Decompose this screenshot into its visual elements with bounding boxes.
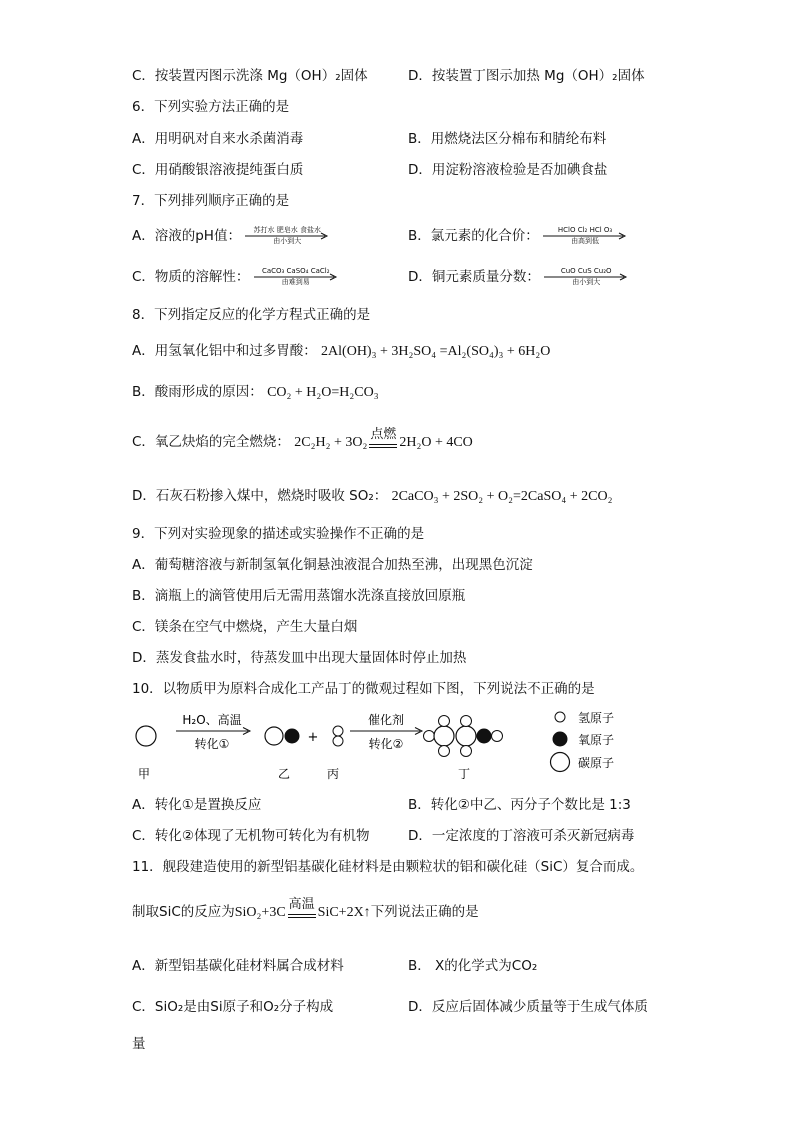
q5-option-d: D．按装置丁图示加热 Mg（OH）₂固体 bbox=[408, 68, 645, 84]
q7-a-arrow-bottom: 由小到大 bbox=[273, 237, 302, 245]
q7-b-label: B．氯元素的化合价： bbox=[408, 228, 539, 244]
ding-carbon-atom bbox=[456, 726, 476, 746]
q6-option-a: A．用明矾对自来水杀菌消毒 bbox=[132, 131, 304, 147]
q8-a-equation: 2Al(OH)₃ + 3H₂SO₄ =Al₂(SO₄)₃ + 6H₂O bbox=[321, 344, 551, 359]
q8-option-c bbox=[132, 428, 473, 456]
label-jia: 甲 bbox=[137, 767, 151, 781]
ding-carbon-atom bbox=[434, 726, 454, 746]
q7-option-c bbox=[132, 267, 338, 287]
q7-d-arrow-bottom: 由小到大 bbox=[572, 278, 601, 286]
q7-b-arrow-bottom: 由高到低 bbox=[571, 237, 600, 245]
q7-c-arrow-top: CaCO₃ CaSO₄ CaCl₂ bbox=[261, 267, 330, 275]
bing-hydrogen-atom bbox=[333, 736, 343, 746]
q7-d-arrow-top: CuO CuS Cu₂O bbox=[560, 267, 612, 275]
q8-c-right: 2H₂O + 4CO bbox=[399, 435, 473, 450]
q10-step2-condition: 催化剂 bbox=[367, 713, 405, 727]
q6-option-d: D．用淀粉溶液检验是否加碘食盐 bbox=[408, 162, 608, 178]
ding-hydrogen-atom bbox=[424, 731, 435, 742]
q11-option-b: B． X的化学式为CO₂ bbox=[408, 958, 538, 974]
q8-d-label: D．石灰石粉掺入煤中，燃烧时吸收 SO₂： bbox=[132, 488, 388, 504]
q10-option-c: C．转化②体现了无机物可转化为有机物 bbox=[132, 828, 370, 844]
q10-step1-condition: H₂O、高温 bbox=[182, 713, 242, 727]
legend-hydrogen-label: 氢原子 bbox=[578, 711, 615, 725]
q7-c-arrow-bottom: 由难到易 bbox=[281, 278, 310, 286]
q7-option-a bbox=[132, 226, 329, 246]
q10-option-a: A．转化①是置换反应 bbox=[132, 797, 262, 813]
label-ding: 丁 bbox=[457, 767, 471, 781]
ding-hydrogen-atom bbox=[461, 746, 472, 757]
q8-c-left: 2C₂H₂ + 3O₂ bbox=[294, 435, 368, 450]
q11-line2-post: 下列说法正确的是 bbox=[370, 904, 479, 920]
ding-hydrogen-atom bbox=[439, 746, 450, 757]
q7-a-arrow-top: 苏打水 肥皂水 食盐水 bbox=[253, 226, 321, 234]
q7-stem: 7．下列排列顺序正确的是 bbox=[132, 193, 290, 209]
q11-condition-sign bbox=[286, 898, 318, 926]
yi-carbon-atom bbox=[265, 727, 283, 745]
q11-line2-pre: 制取SiC的反应为 bbox=[132, 904, 235, 920]
q7-b-arrow bbox=[543, 226, 627, 246]
q6-stem: 6．下列实验方法正确的是 bbox=[132, 99, 290, 115]
q11-option-d-continued: 量 bbox=[132, 1036, 146, 1052]
q5-option-c: C．按装置丙图示洗涤 Mg（OH）₂固体 bbox=[132, 68, 368, 84]
q10-stem: 10．以物质甲为原料合成化工产品丁的微观过程如下图，下列说法不正确的是 bbox=[132, 681, 595, 697]
q8-option-d bbox=[132, 486, 612, 507]
yi-oxygen-atom bbox=[285, 729, 299, 743]
double-bar bbox=[288, 914, 316, 918]
ding-hydrogen-atom bbox=[492, 731, 503, 742]
ding-hydrogen-atom bbox=[439, 716, 450, 727]
plus-sign-icon: + bbox=[307, 730, 319, 745]
legend-oxygen-label: 氧原子 bbox=[578, 733, 615, 747]
double-bar bbox=[369, 444, 397, 448]
q8-b-label: B．酸雨形成的原因： bbox=[132, 384, 263, 400]
q6-option-c: C．用硝酸银溶液提纯蛋白质 bbox=[132, 162, 304, 178]
q11-option-a: A．新型铝基碳化硅材料属合成材料 bbox=[132, 958, 344, 974]
ding-oxygen-atom bbox=[477, 729, 491, 743]
q10-option-d: D．一定浓度的丁溶液可杀灭新冠病毒 bbox=[408, 828, 635, 844]
q7-a-label: A．溶液的pH值： bbox=[132, 228, 241, 244]
legend-oxygen-icon bbox=[553, 732, 567, 746]
q7-c-arrow bbox=[254, 267, 338, 287]
q7-d-arrow bbox=[544, 267, 628, 287]
legend-hydrogen-icon bbox=[555, 712, 565, 722]
q7-option-d bbox=[408, 267, 628, 287]
bing-hydrogen-atom bbox=[333, 726, 343, 736]
q10-step2-name: 转化② bbox=[368, 737, 404, 751]
q11-condition: 高温 bbox=[288, 897, 315, 912]
q9-option-c: C．镁条在空气中燃烧，产生大量白烟 bbox=[132, 619, 358, 635]
q10-option-b: B．转化②中乙、丙分子个数比是 1:3 bbox=[408, 797, 631, 813]
q7-b-arrow-top: HClO Cl₂ HCl O₃ bbox=[557, 226, 613, 234]
q8-c-condition-sign bbox=[367, 428, 399, 456]
q7-c-label: C．物质的溶解性： bbox=[132, 269, 250, 285]
q9-option-b: B．滴瓶上的滴管使用后无需用蒸馏水洗涤直接放回原瓶 bbox=[132, 588, 466, 604]
q7-option-b bbox=[408, 226, 627, 246]
q8-c-condition: 点燃 bbox=[370, 427, 397, 442]
jia-carbon-atom bbox=[136, 726, 156, 746]
q9-stem: 9．下列对实验现象的描述或实验操作不正确的是 bbox=[132, 526, 425, 542]
q8-d-equation: 2CaCO₃ + 2SO₂ + O₂=2CaSO₄ + 2CO₂ bbox=[391, 489, 613, 504]
legend-carbon-icon bbox=[551, 753, 570, 772]
q8-c-label: C．氧乙炔焰的完全燃烧： bbox=[132, 434, 290, 450]
q11-stem: 11．舰段建造使用的新型铝基碳化硅材料是由颗粒状的铝和碳化硅（SiC）复合而成。 bbox=[132, 859, 644, 875]
q11-stem-line2 bbox=[132, 898, 479, 926]
q8-a-label: A．用氢氧化铝中和过多胃酸： bbox=[132, 343, 317, 359]
q11-eq-left: SiO₂+3C bbox=[234, 905, 286, 920]
label-bing: 丙 bbox=[326, 767, 340, 781]
legend-carbon-label: 碳原子 bbox=[578, 756, 615, 770]
q7-a-arrow bbox=[245, 226, 329, 246]
q9-option-a: A．葡萄糖溶液与新制氢氧化铜悬浊液混合加热至沸，出现黑色沉淀 bbox=[132, 557, 533, 573]
q10-step1-name: 转化① bbox=[194, 737, 230, 751]
q11-eq-right: SiC+2X↑ bbox=[317, 905, 371, 920]
q7-d-label: D．铜元素质量分数： bbox=[408, 269, 540, 285]
q8-b-equation: CO₂ + H₂O=H₂CO₃ bbox=[267, 385, 379, 400]
label-yi: 乙 bbox=[277, 767, 291, 781]
q10-molecule-diagram bbox=[128, 704, 648, 794]
q8-option-b bbox=[132, 382, 379, 403]
ding-hydrogen-atom bbox=[461, 716, 472, 727]
q8-option-a bbox=[132, 341, 550, 362]
q9-option-d: D．蒸发食盐水时，待蒸发皿中出现大量固体时停止加热 bbox=[132, 650, 467, 666]
q8-stem: 8．下列指定反应的化学方程式正确的是 bbox=[132, 307, 371, 323]
q6-option-b: B．用燃烧法区分棉布和腈纶布料 bbox=[408, 131, 607, 147]
q11-option-d: D．反应后固体减少质量等于生成气体质 bbox=[408, 999, 648, 1015]
q11-option-c: C．SiO₂是由Si原子和O₂分子构成 bbox=[132, 999, 334, 1015]
